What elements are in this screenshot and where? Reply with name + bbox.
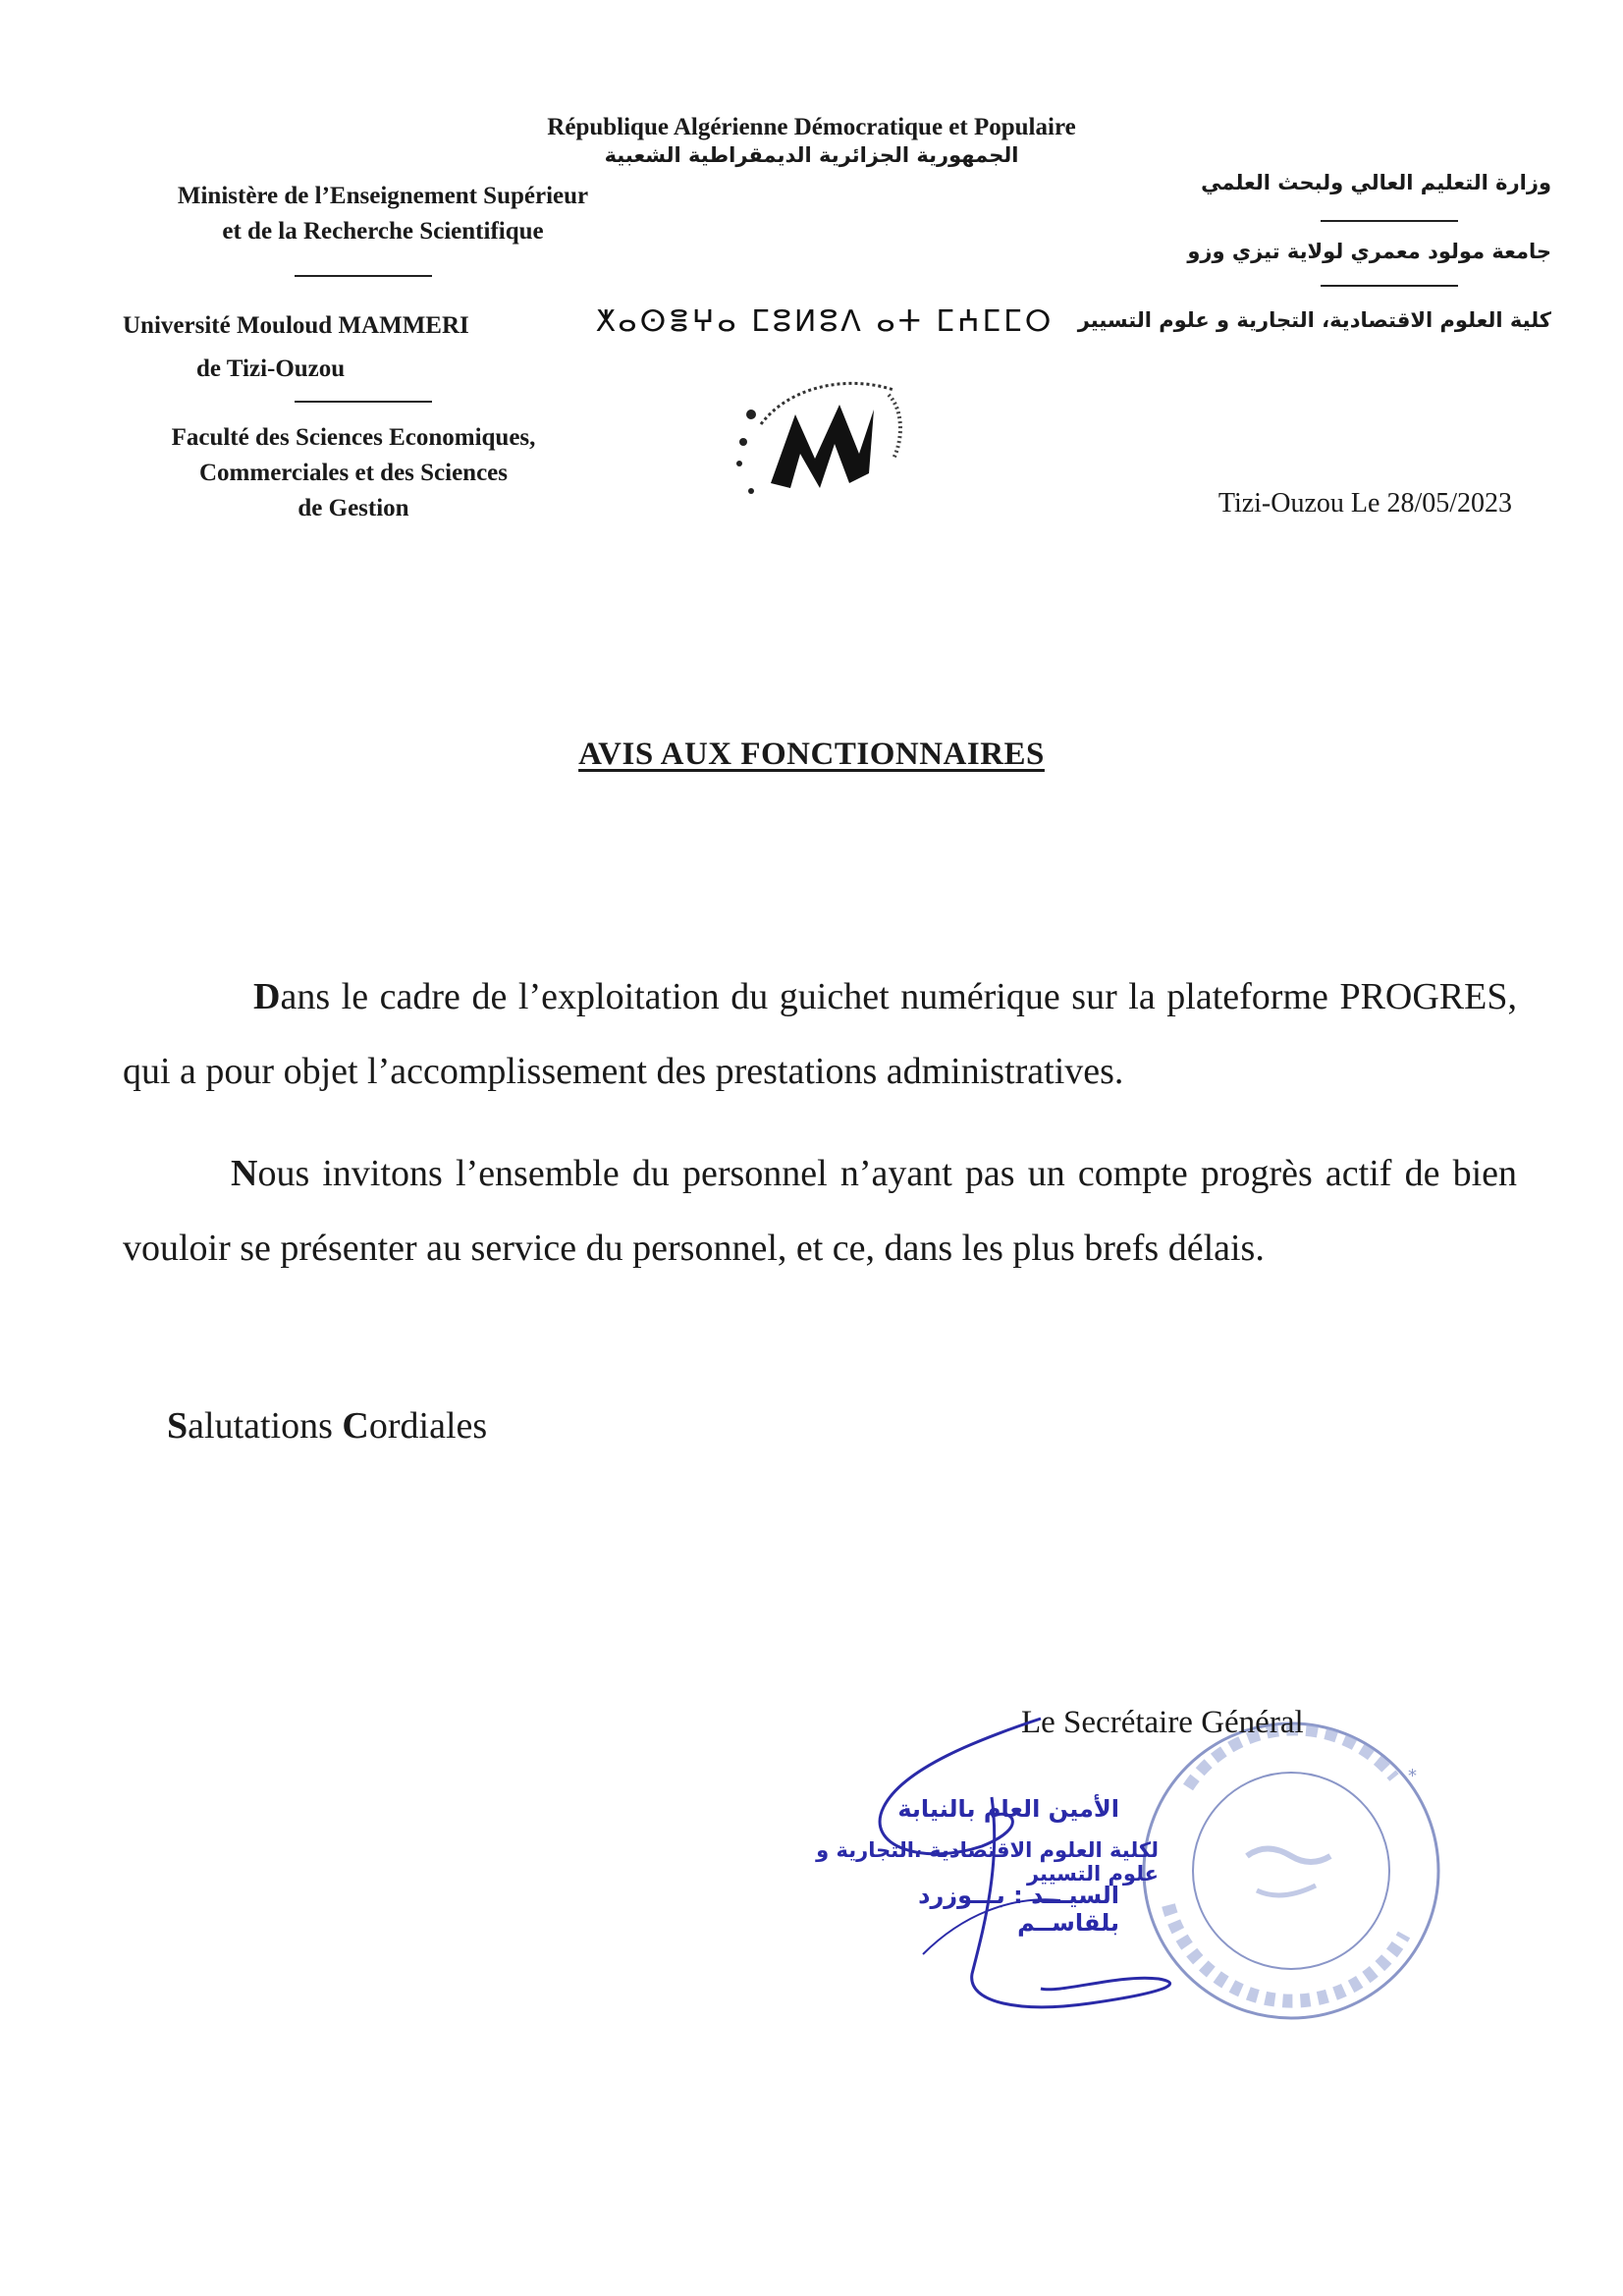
paragraph-1-initial: D — [253, 976, 281, 1017]
ministry-fr-line1: Ministère de l’Enseignement Supérieur — [177, 183, 589, 209]
stamp-line-1: الأمين العام بالنيابة — [897, 1795, 1119, 1823]
closing-salutation — [167, 1389, 487, 1463]
paragraph-1-text: ans le cadre de l’exploitation du guichet numérique sur la plateforme PROGRES, qui a pour objet l’accomplissement des prestations administratives. — [123, 976, 1517, 1092]
paragraph-2-text: ous invitons l’ensemble du personnel n’ayant pas un compte progrès actif de bien vouloir se présenter au service du personnel, et ce, dans les plus brefs délais. — [123, 1153, 1517, 1269]
paragraph-2-initial: N — [231, 1153, 258, 1194]
signatory-title: Le Secrétaire Général — [1021, 1705, 1304, 1740]
svg-text:*: * — [1408, 1766, 1417, 1786]
faculty-ar: كلية العلوم الاقتصادية، التجارية و علوم التسيير — [1077, 308, 1551, 332]
paragraph-1 — [123, 959, 1517, 1109]
divider — [1321, 220, 1458, 222]
ministry-ar: وزارة التعليم العالي ولبحث العلمي — [1201, 171, 1551, 194]
notice-title: AVIS AUX FONCTIONNAIRES — [578, 737, 1045, 772]
divider — [295, 275, 432, 277]
republic-ar: الجمهورية الجزائرية الديمقراطية الشعبية — [604, 143, 1019, 167]
divider — [1321, 285, 1458, 287]
closing-text-1: alutations — [188, 1405, 343, 1447]
republic-fr: République Algérienne Démocratique et Populaire — [547, 114, 1076, 140]
date-line: Tizi-Ouzou Le 28/05/2023 — [1217, 488, 1512, 519]
ministry-fr-line2: et de la Recherche Scientifique — [222, 218, 544, 245]
closing-initial-s: S — [167, 1405, 189, 1447]
university-fr-line2: de Tizi-Ouzou — [196, 355, 346, 382]
university-logo-icon — [722, 365, 918, 503]
university-fr-line1: Université Mouloud MAMMERI — [123, 312, 469, 339]
faculty-fr-line3: de Gestion — [298, 495, 409, 521]
faculty-fr-line1: Faculté des Sciences Economiques, — [171, 424, 536, 451]
faculty-fr-line2: Commerciales et des Sciences — [198, 460, 509, 486]
university-tifinagh: ⵅⴰⵙⴻⵖⴰ ⵎⵓⵍⵓⴷ ⴰⵜ ⵎⵄⵎⵎⵔ — [595, 304, 1055, 339]
university-ar: جامعة مولود معمري لولاية تيزي وزو — [1187, 240, 1551, 263]
stamp-line-2: لكلية العلوم الاقتصادية ،التجارية و علوم التسيير — [816, 1838, 1159, 1886]
paragraph-2 — [123, 1136, 1517, 1285]
stamp-line-3: السيـــد : بـــوزرد بلقاســم — [918, 1882, 1119, 1937]
closing-text-2: ordiales — [368, 1405, 488, 1447]
closing-initial-c: C — [342, 1405, 369, 1447]
divider — [295, 401, 432, 403]
